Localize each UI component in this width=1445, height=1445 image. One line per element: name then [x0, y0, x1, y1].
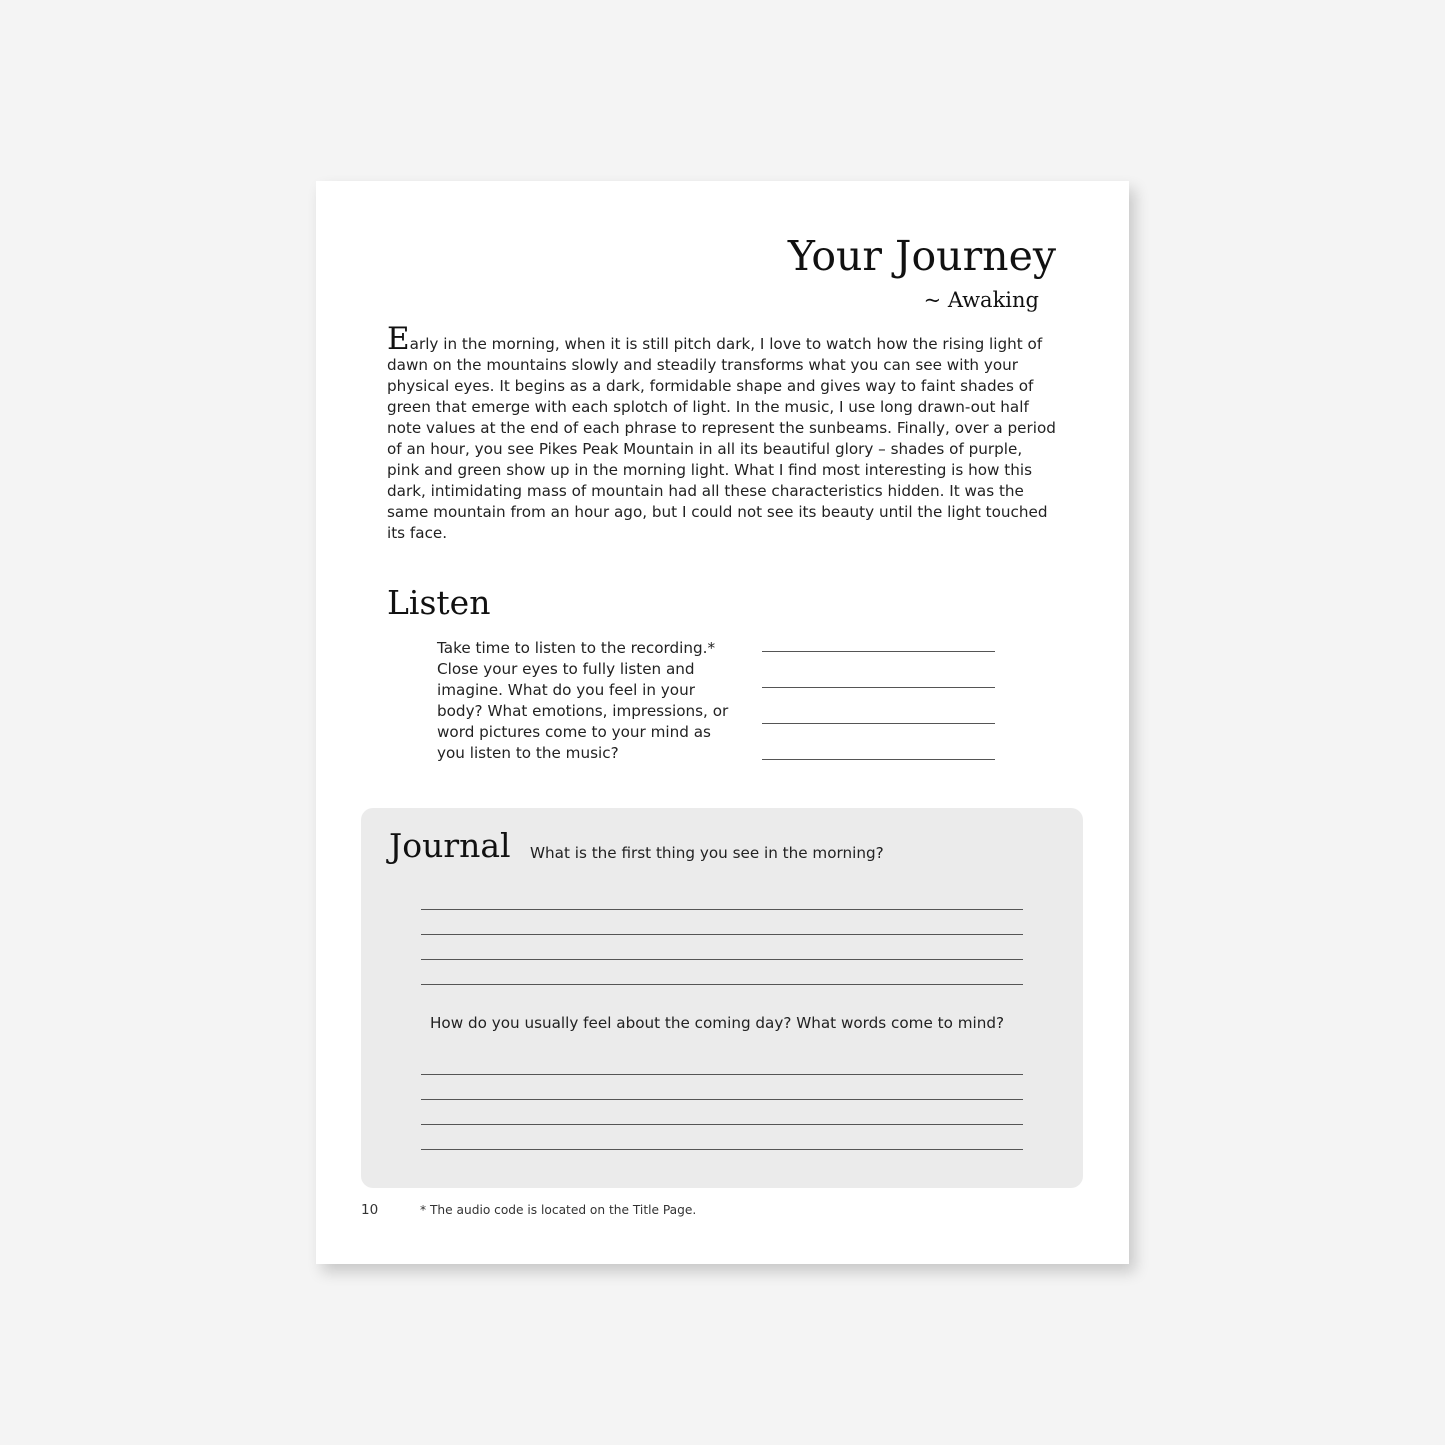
- listen-prompt: Take time to listen to the recording.* Close your eyes to fully listen and imagine. What do you feel in your body? What emotions, impressions, or word pictures come to your mind as you listen to the music?: [437, 639, 729, 762]
- listen-writing-line[interactable]: [762, 759, 995, 760]
- listen-writing-line[interactable]: [762, 687, 995, 688]
- journal-writing-line[interactable]: [421, 1099, 1023, 1100]
- page-subtitle: ~ Awaking: [923, 288, 1039, 312]
- page-number: 10: [361, 1202, 379, 1218]
- journal-writing-line[interactable]: [421, 959, 1023, 960]
- journal-question-2: How do you usually feel about the coming day? What words come to mind?: [430, 1014, 1005, 1032]
- journal-writing-line[interactable]: [421, 984, 1023, 985]
- listen-heading: Listen: [387, 583, 491, 622]
- drop-cap: E: [387, 321, 410, 357]
- journal-section: [361, 808, 1083, 1188]
- journal-writing-line[interactable]: [421, 934, 1023, 935]
- journal-heading: Journal: [389, 826, 511, 865]
- listen-writing-line[interactable]: [762, 651, 995, 652]
- footnote: * The audio code is located on the Title Page.: [420, 1203, 697, 1217]
- intro-paragraph: [387, 321, 1057, 544]
- journal-writing-line[interactable]: [421, 1124, 1023, 1125]
- intro-text: arly in the morning, when it is still pitch dark, I love to watch how the rising light of dawn on the mountains slowly and steadily transforms what you can see with your physical eyes. It begins as a dark, formidable shape and gives way to faint shades of green that emerge with each splotch of light. In the music, I use long drawn-out half note values at the end of each phrase to represent the sunbeams. Finally, over a period of an hour, you see Pikes Peak Mountain in all its beautiful glory – shades of purple, pink and green show up in the morning light. What I find most interesting is how this dark, intimidating mass of mountain had all these characteristics hidden. It was the same mountain from an hour ago, but I could not see its beauty until the light touched its face.: [387, 335, 1056, 542]
- journal-writing-line[interactable]: [421, 1074, 1023, 1075]
- page-title: Your Journey: [787, 232, 1056, 280]
- journal-question-1: What is the first thing you see in the morning?: [530, 844, 884, 862]
- workbook-page: [316, 181, 1129, 1264]
- listen-writing-line[interactable]: [762, 723, 995, 724]
- journal-writing-line[interactable]: [421, 909, 1023, 910]
- journal-writing-line[interactable]: [421, 1149, 1023, 1150]
